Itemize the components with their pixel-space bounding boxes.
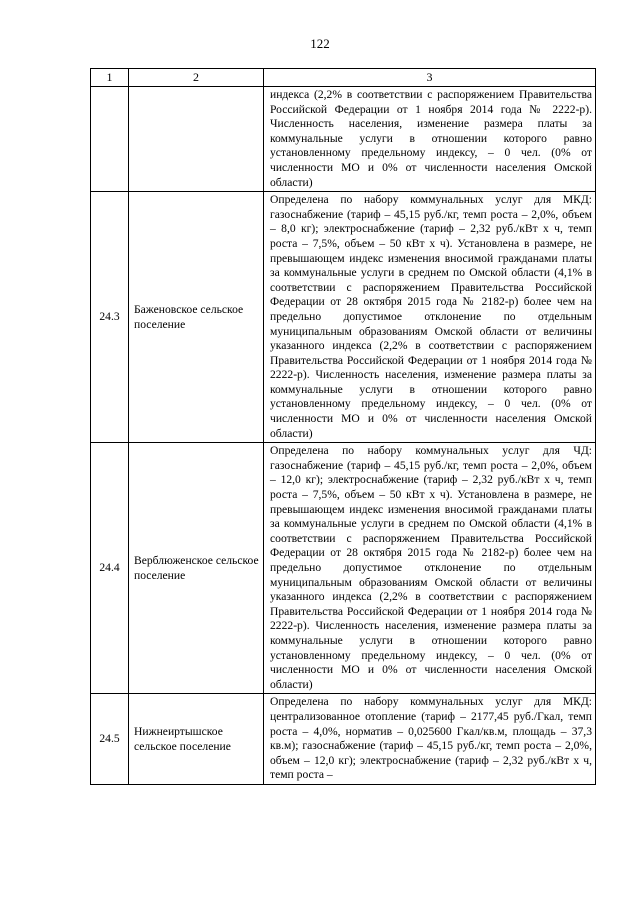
table-row — [91, 192, 596, 443]
settlement-name: Нижнеиртышское сельское поселение — [129, 694, 264, 785]
row-description: Определена по набору коммунальных услуг для МКД: централизованное отопление (тариф – 2177,45 руб./Гкал, темп роста – 4,0%, норматив – 0,025600 Гкал/кв.м, площадь – 37,3 кв.м); газоснабжение (тариф – 45,15 руб./кг, темп роста – 2,0%, объем – 12,0 кг); электроснабжение (тариф – 2,32 руб./кВт х ч, темп роста – — [264, 694, 596, 785]
row-description: Определена по набору коммунальных услуг для ЧД: газоснабжение (тариф – 45,15 руб./кг, темп роста – 2,0%, объем – 12,0 кг); электроснабжение (тариф – 2,32 руб./кВт х ч, темп роста – 7,5%, объем – 50 кВт х ч). Установлена в размере, не превышающем индекс изменения вносимой гражданами платы за коммунальные услуги в среднем по Омской области (4,1% в соответствии с распоряжением Правительства Российской Федерации от 28 октября 2015 года № 2182-р) более чем на предельно допустимое отклонение по отдельным муниципальным образованиям Омской области от величины указанного индекса (2,2% в соответствии с распоряжением Правительства Российской Федерации от 1 ноября 2014 года № 2222-р). Численность населения, изменение размера платы за коммунальные услуги в отношении которого равно установленному предельному индексу, – 0 чел. (0% от численности МО и 0% от численности населения Омской области) — [264, 443, 596, 694]
column-header-1: 1 — [91, 69, 129, 87]
settlement-name: Баженовское сельское поселение — [129, 192, 264, 443]
table-header-row — [91, 69, 596, 87]
data-table — [90, 68, 596, 785]
settlement-name: Верблюженское сельское поселение — [129, 443, 264, 694]
row-number: 24.4 — [91, 443, 129, 694]
table-row — [91, 694, 596, 785]
column-header-2: 2 — [129, 69, 264, 87]
table-row — [91, 87, 596, 192]
row-description: Определена по набору коммунальных услуг для МКД: газоснабжение (тариф – 45,15 руб./кг, темп роста – 2,0%, объем – 8,0 кг); электроснабжение (тариф – 2,32 руб./кВт х ч, темп роста – 7,5%, объем – 50 кВт х ч). Установлена в размере, не превышающем индекс изменения вносимой гражданами платы за коммунальные услуги в среднем по Омской области (4,1% в соответствии с распоряжением Правительства Российской Федерации от 28 октября 2015 года № 2182-р) более чем на предельно допустимое отклонение по отдельным муниципальным образованиям Омской области от величины указанного индекса (2,2% в соответствии с распоряжением Правительства Российской Федерации от 1 ноября 2014 года № 2222-р). Численность населения, изменение размера платы за коммунальные услуги в отношении которого равно установленному предельному индексу, – 0 чел. (0% от численности МО и 0% от численности населения Омской области) — [264, 192, 596, 443]
row-number — [91, 87, 129, 192]
settlement-name — [129, 87, 264, 192]
page-number: 122 — [310, 36, 330, 51]
column-header-3: 3 — [264, 69, 596, 87]
row-description: индекса (2,2% в соответствии с распоряжением Правительства Российской Федерации от 1 ноября 2014 года № 2222-р). Численность населения, изменение размера платы за коммунальные услуги в отношении которого равно установленному предельному индексу, – 0 чел. (0% от численности МО и 0% от численности населения Омской области) — [264, 87, 596, 192]
row-number: 24.5 — [91, 694, 129, 785]
row-number: 24.3 — [91, 192, 129, 443]
table-row — [91, 443, 596, 694]
